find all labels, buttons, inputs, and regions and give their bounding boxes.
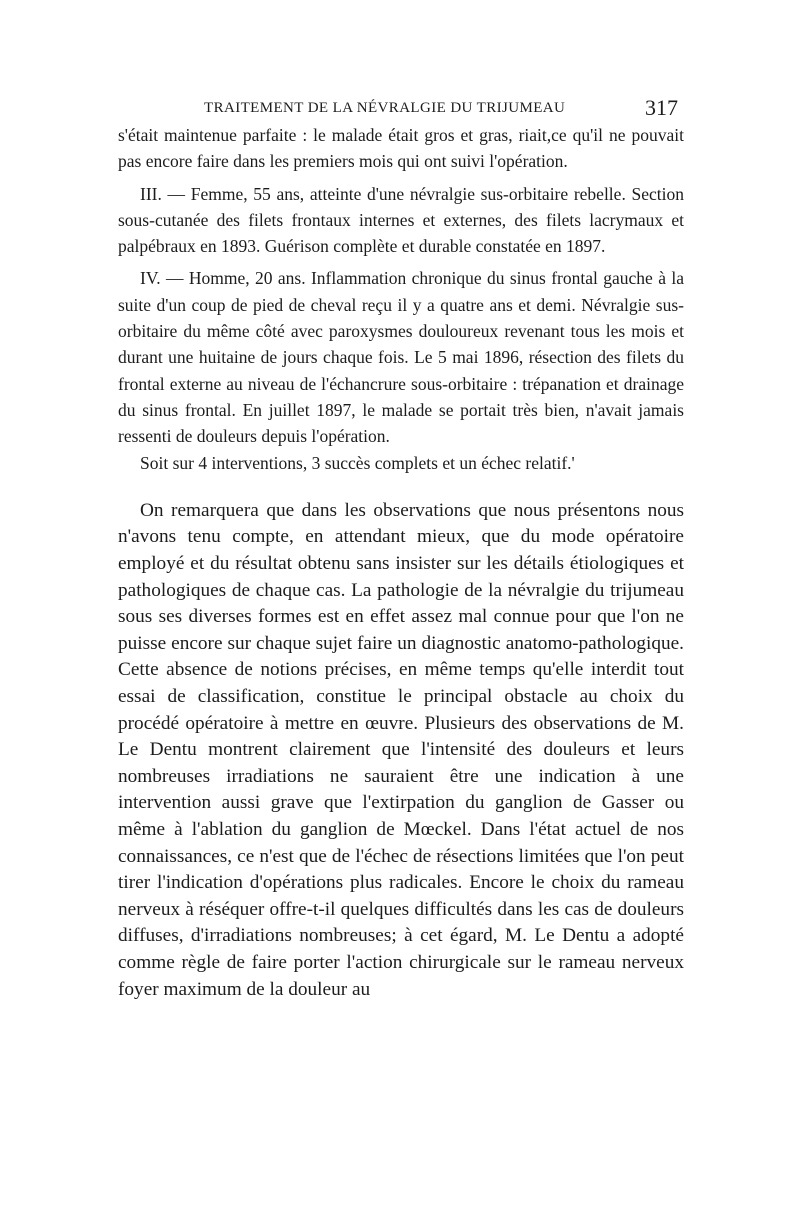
observation-case-4: IV. — Homme, 20 ans. Inflammation chronique du sinus frontal gauche à la suite d'un coup de pied de cheval reçu il y a quatre ans et demi. Névralgie sus-orbitaire du même côté avec paroxysmes douloureux revenant tous les mois et durant une huitaine de jours chaque fois. Le 5 mai 1896, résection des filets du frontal externe au niveau de l'échancrure sous-orbitaire : trépanation et drainage du sinus frontal. En juillet 1897, le malade se portait très bien, n'avait jamais ressenti de douleurs depuis l'opération.	[118, 268, 684, 447]
running-header	[118, 92, 684, 122]
book-page	[118, 92, 684, 1003]
observation-summary: Soit sur 4 interventions, 3 succès complets et un échec relatif.'	[140, 452, 575, 473]
main-paragraph: On remarquera que dans les observations que nous présentons nous n'avons tenu compte, en attendant mieux, que du mode opératoire employé et du résultat obtenu sans insister sur les détails étiologiques et pathologiques de chaque cas. La pathologie de la névralgie du trijumeau sous ses diverses formes est en effet assez mal connue pour que l'on ne puisse encore sur chaque sujet faire un diagnostic anatomo-pathologique. Cette absence de notions précises, en même temps qu'elle interdit tout essai de classification, constitue le principal obstacle au choix du procédé opératoire à mettre en œuvre. Plusieurs des observations de M. Le Dentu montrent clairement que l'intensité des douleurs et leurs nombreuses irradiations ne sauraient être une indication à une intervention aussi grave que l'extirpation du ganglion de Gasser ou même à l'ablation du ganglion de Mœckel. Dans l'état actuel de nos connaissances, ce n'est que de l'échec de résections limitées que l'on peut tirer l'indication d'opérations plus radicales. Encore le choix du rameau nerveux à réséquer offre-t-il quelques difficultés dans les cas de douleurs diffuses, d'irradiations nombreuses; à cet égard, M. Le Dentu a adopté comme règle de faire porter l'action chirurgicale sur le rameau nerveux foyer maximum de la douleur au	[118, 499, 684, 1000]
observation-continuation: s'était maintenue parfaite : le malade était gros et gras, riait,ce qu'il ne pouvait pas encore faire dans les premiers mois qui ont suivi l'opération.	[118, 125, 684, 172]
observation-case-3: III. — Femme, 55 ans, atteinte d'une névralgie sus-orbitaire rebelle. Section sous-cutanée des filets frontaux internes et externes, des filets lacrymaux et palpébraux en 1893. Guérison complète et durable constatée en 1897.	[118, 183, 684, 257]
running-title: TRAITEMENT DE LA NÉVRALGIE DU TRIJUMEAU	[204, 100, 566, 116]
page-number: 317	[645, 95, 678, 120]
